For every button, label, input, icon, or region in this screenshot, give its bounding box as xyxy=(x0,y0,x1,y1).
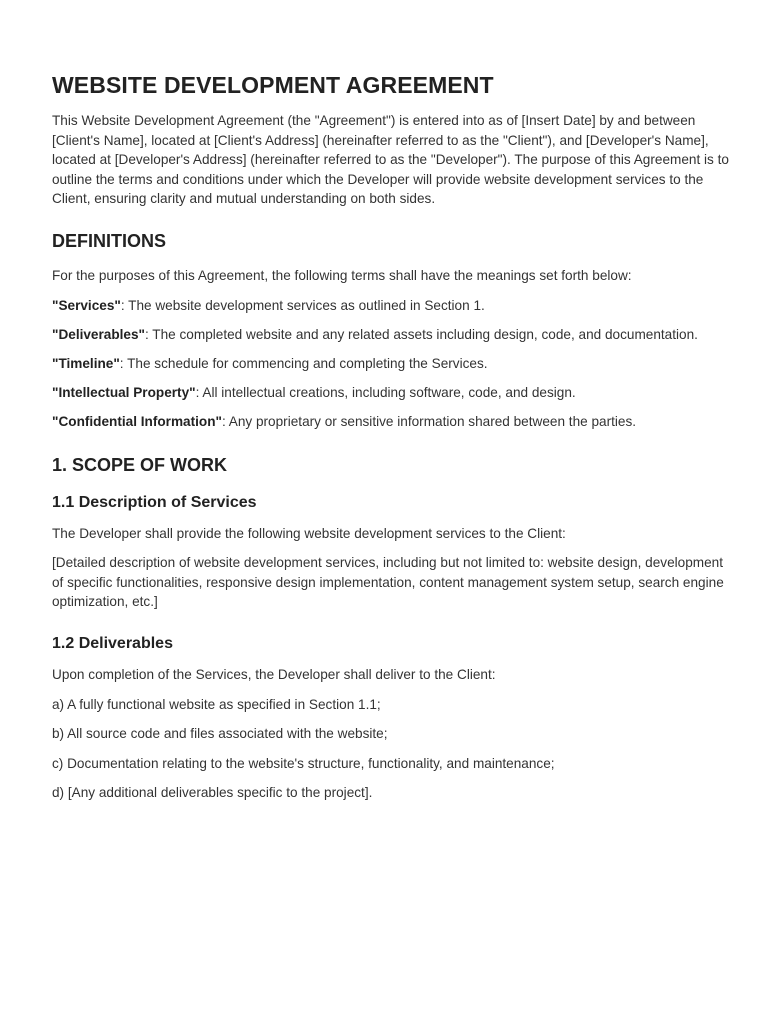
definition-text: : The schedule for commencing and completing the Services. xyxy=(119,355,488,371)
deliverable-item: a) A fully functional website as specified in Section 1.1; xyxy=(52,696,381,712)
definition-text: : All intellectual creations, including software, code, and design. xyxy=(195,384,576,400)
intro-paragraph: This Website Development Agreement (the "Agreement") is entered into as of [Insert Date] by and between [Client's Name], located at [Client's Address] (hereinafter referred to as the "Client"), and [Developer's Name], located at [Developer's Address] (hereinafter referred to as the "Developer"). The purpose of this Agreement is to outline the terms and conditions under which the Developer will provide website development services to the Client, ensuring clarity and mutual understanding on both sides. xyxy=(52,113,729,207)
deliverables-heading: 1.2 Deliverables xyxy=(52,634,173,652)
description-heading: 1.1 Description of Services xyxy=(52,493,257,511)
deliverable-item: c) Documentation relating to the website's structure, functionality, and maintenance; xyxy=(52,755,555,771)
definition-term: "Deliverables" xyxy=(52,326,145,342)
definition-item xyxy=(52,296,730,316)
definition-item xyxy=(52,354,730,374)
definition-text: : The website development services as outlined in Section 1. xyxy=(120,297,485,313)
description-detail: [Detailed description of website development services, including but not limited to: website design, development of specific functionalities, responsive design implementation, content management system setup, search engine optimization, etc.] xyxy=(52,555,724,610)
deliverables-lead: Upon completion of the Services, the Developer shall deliver to the Client: xyxy=(52,666,496,682)
definition-term: "Services" xyxy=(52,297,121,313)
definition-item xyxy=(52,383,730,403)
definition-item xyxy=(52,325,730,345)
definitions-heading: DEFINITIONS xyxy=(52,230,167,251)
deliverable-item: d) [Any additional deliverables specific to the project]. xyxy=(52,785,373,801)
definition-term: "Intellectual Property" xyxy=(52,384,196,400)
definition-text: : The completed website and any related assets including design, code, and documentation. xyxy=(145,326,698,342)
definition-term: "Timeline" xyxy=(52,355,120,371)
scope-heading: 1. SCOPE OF WORK xyxy=(52,454,228,475)
deliverable-item: b) All source code and files associated with the website; xyxy=(52,726,388,742)
definition-term: "Confidential Information" xyxy=(52,413,222,429)
definition-text: : Any proprietary or sensitive information shared between the parties. xyxy=(221,413,637,429)
definitions-lead: For the purposes of this Agreement, the following terms shall have the meanings set forth below: xyxy=(52,267,632,283)
definition-item xyxy=(52,412,730,432)
document-title: WEBSITE DEVELOPMENT AGREEMENT xyxy=(52,72,494,98)
description-lead: The Developer shall provide the following website development services to the Client: xyxy=(52,525,566,541)
